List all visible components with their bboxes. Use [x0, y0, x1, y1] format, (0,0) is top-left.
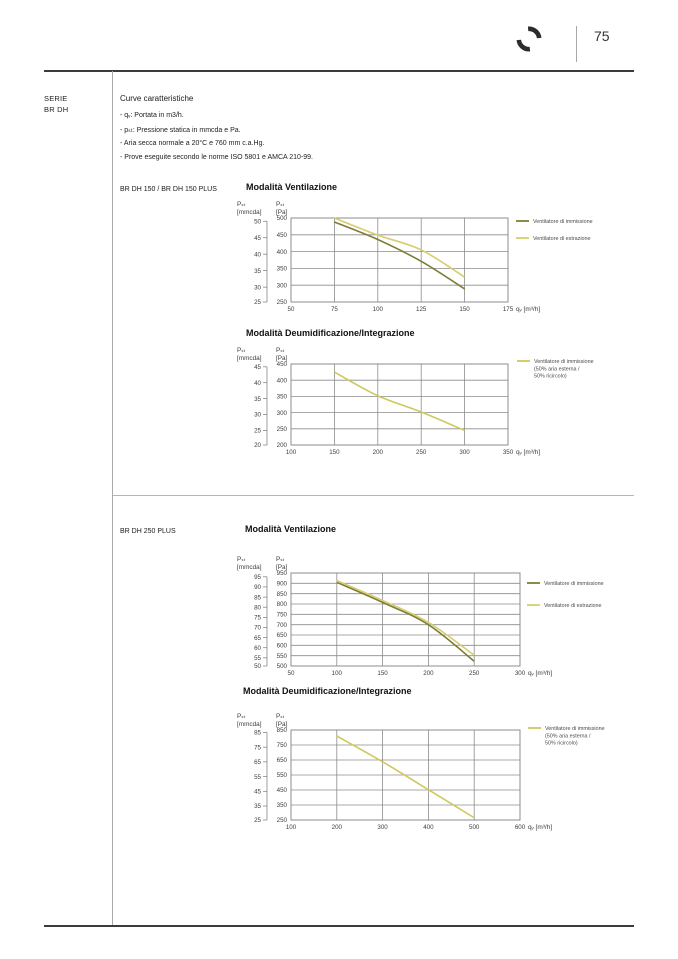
legend-label: 50% ricircolo) [534, 373, 567, 380]
y-axis-pa-tick-label: 400 [276, 248, 287, 256]
x-axis-tick-label: 100 [331, 670, 342, 677]
plot-border [291, 218, 508, 302]
intro-bullet-4: - Prove eseguite secondo le norme ISO 5801 e AMCA 210-99. [120, 154, 314, 161]
x-axis-title: qᵥ [m³/h] [528, 824, 553, 831]
x-axis-tick-label: 250 [469, 670, 480, 677]
y-axis-pa-tick-label: 650 [276, 757, 287, 765]
x-axis-tick-label: 350 [502, 449, 514, 456]
y-axis-right-title: Pₛₜ [276, 347, 285, 354]
x-axis-tick-label: 125 [416, 306, 427, 313]
x-axis-tick-label: 100 [285, 824, 297, 831]
legend-label: Ventilatore di immissione [545, 726, 605, 732]
y-axis-mmcda-tick-label: 90 [254, 584, 261, 592]
chart3-title: Modalità Ventilazione [245, 524, 337, 534]
chart2-title: Modalità Deumidificazione/Integrazione [246, 328, 415, 338]
y-axis-pa-tick-label: 800 [276, 601, 287, 609]
model-label-br-dh-250: BR DH 250 PLUS [120, 528, 176, 535]
bottom-rule [44, 925, 634, 927]
chart-br-dh-150-ventilazione [228, 196, 648, 320]
y-axis-mmcda-tick-label: 85 [254, 594, 261, 602]
y-axis-pa-tick-label: 450 [276, 232, 287, 239]
y-axis-mmcda-tick-label: 45 [254, 788, 261, 796]
x-axis-tick-label: 200 [423, 670, 434, 677]
page-number: 75 [594, 28, 610, 44]
x-axis-title: qᵥ [m³/h] [516, 306, 541, 313]
y-axis-mmcda-tick-label: 75 [254, 744, 261, 752]
y-axis-mmcda-tick-label: 40 [254, 251, 261, 259]
y-axis-left-unit: [mmcda] [237, 564, 262, 571]
y-axis-pa-tick-label: 300 [276, 282, 287, 290]
y-axis-mmcda-tick-label: 45 [254, 364, 261, 372]
chart-br-dh-250-deumidificazione [228, 700, 648, 834]
y-axis-left-unit: [mmcda] [237, 721, 262, 728]
y-axis-pa-tick-label: 900 [276, 580, 287, 588]
y-axis-mmcda-tick-label: 25 [254, 299, 261, 307]
y-axis-pa-tick-label: 350 [276, 265, 287, 273]
y-axis-mmcda-tick-label: 25 [254, 427, 261, 435]
column-divider-line [112, 71, 113, 925]
x-axis-tick-label: 50 [287, 306, 295, 313]
y-axis-pa-tick-label: 950 [276, 570, 287, 578]
y-axis-mmcda-tick-label: 35 [254, 267, 261, 275]
y-axis-right-unit: [Pa] [276, 209, 288, 216]
x-axis-tick-label: 200 [331, 824, 342, 831]
x-axis-tick-label: 150 [459, 306, 470, 313]
series-line [334, 372, 464, 430]
x-axis-title: qᵥ [m³/h] [528, 670, 553, 677]
x-axis-tick-label: 75 [330, 306, 338, 313]
x-axis-tick-label: 150 [377, 670, 388, 677]
x-axis-tick-label: 150 [329, 449, 340, 456]
x-axis-tick-label: 100 [372, 306, 383, 313]
y-axis-pa-tick-label: 450 [276, 361, 287, 369]
y-axis-pa-tick-label: 750 [276, 611, 287, 619]
y-axis-right-unit: [Pa] [276, 564, 288, 571]
section-separator-line [113, 495, 634, 496]
y-axis-right-unit: [Pa] [276, 355, 288, 362]
y-axis-mmcda-tick-label: 30 [254, 284, 261, 292]
y-axis-mmcda-tick-label: 55 [254, 773, 261, 781]
y-axis-pa-tick-label: 550 [276, 772, 287, 780]
y-axis-pa-tick-label: 450 [276, 787, 287, 795]
series-line [337, 736, 474, 818]
x-axis-tick-label: 50 [287, 670, 295, 677]
y-axis-mmcda-tick-label: 85 [254, 729, 261, 737]
y-axis-left-title: Pₛₜ [237, 713, 246, 720]
series-label-line1: SERIE [44, 94, 68, 103]
y-axis-pa-tick-label: 300 [276, 409, 287, 417]
intro-bullet-3: - Aria secca normale a 20°C e 760 mm c.a.Hg. [120, 140, 265, 147]
y-axis-pa-tick-label: 700 [276, 621, 287, 629]
x-axis-tick-label: 300 [514, 670, 526, 677]
y-axis-mmcda-tick-label: 75 [254, 614, 261, 622]
y-axis-pa-tick-label: 500 [276, 663, 287, 671]
legend-label: Ventilatore di estrazione [533, 236, 591, 242]
y-axis-right-title: Pₛₜ [276, 556, 285, 563]
legend-label: Ventilatore di immissione [533, 219, 593, 225]
legend-label: Ventilatore di immissione [534, 359, 594, 365]
series-label [44, 94, 68, 115]
y-axis-pa-tick-label: 250 [276, 426, 287, 433]
plot-border [291, 573, 520, 666]
x-axis-tick-label: 500 [469, 824, 480, 831]
x-axis-tick-label: 175 [502, 306, 514, 313]
intro-heading: Curve caratteristiche [120, 94, 194, 103]
y-axis-mmcda-tick-label: 55 [254, 655, 261, 663]
y-axis-pa-tick-label: 400 [276, 377, 287, 385]
chart-br-dh-150-deumidificazione [228, 343, 648, 463]
y-axis-mmcda-tick-label: 70 [254, 624, 261, 632]
y-axis-mmcda-tick-label: 25 [254, 817, 261, 825]
y-axis-mmcda-tick-label: 20 [254, 442, 261, 450]
y-axis-mmcda-tick-label: 65 [254, 634, 261, 642]
series-label-line2: BR DH [44, 104, 69, 114]
x-axis-tick-label: 400 [423, 824, 434, 831]
y-axis-left-unit: [mmcda] [237, 209, 262, 216]
swirl-logo-icon [512, 22, 546, 56]
y-axis-mmcda-tick-label: 80 [254, 604, 261, 612]
chart1-title: Modalità Ventilazione [246, 182, 338, 192]
y-axis-right-unit: [Pa] [276, 721, 288, 728]
x-axis-tick-label: 250 [416, 449, 427, 456]
x-axis-tick-label: 200 [372, 449, 383, 456]
x-axis-tick-label: 300 [459, 449, 470, 456]
legend-label: Ventilatore di estrazione [544, 603, 602, 609]
y-axis-pa-tick-label: 850 [276, 727, 287, 735]
y-axis-mmcda-tick-label: 35 [254, 395, 261, 403]
y-axis-left-title: Pₛₜ [237, 556, 246, 563]
intro-bullet-2: - pₛₜ: Pressione statica in mmcda e Pa. [120, 127, 241, 134]
x-axis-tick-label: 600 [514, 824, 526, 831]
y-axis-mmcda-tick-label: 40 [254, 379, 261, 387]
header-divider-line [576, 26, 577, 62]
y-axis-mmcda-tick-label: 60 [254, 644, 261, 652]
y-axis-pa-tick-label: 550 [276, 652, 287, 660]
series-line [337, 582, 474, 661]
legend-label: Ventilatore di immissione [544, 581, 604, 587]
y-axis-left-title: Pₛₜ [237, 347, 246, 354]
x-axis-tick-label: 100 [285, 449, 297, 456]
y-axis-pa-tick-label: 350 [276, 393, 287, 401]
y-axis-pa-tick-label: 250 [276, 817, 287, 825]
y-axis-mmcda-tick-label: 50 [254, 218, 261, 226]
model-label-br-dh-150: BR DH 150 / BR DH 150 PLUS [120, 186, 217, 193]
intro-bullet-1: - qᵥ: Portata in m3/h. [120, 112, 184, 119]
y-axis-mmcda-tick-label: 65 [254, 759, 261, 767]
y-axis-pa-tick-label: 350 [276, 802, 287, 810]
chart-br-dh-250-ventilazione [228, 540, 648, 680]
legend-label: (50% aria esterna / [545, 733, 591, 740]
y-axis-mmcda-tick-label: 30 [254, 411, 261, 419]
y-axis-left-title: Pₛₜ [237, 201, 246, 208]
y-axis-mmcda-tick-label: 95 [254, 573, 261, 581]
y-axis-right-title: Pₛₜ [276, 201, 285, 208]
legend-label: (50% aria esterna / [534, 366, 580, 373]
y-axis-pa-tick-label: 650 [276, 632, 287, 640]
y-axis-pa-tick-label: 750 [276, 742, 287, 750]
x-axis-title: qᵥ [m³/h] [516, 449, 541, 456]
legend-label: 50% ricircolo) [545, 740, 578, 747]
y-axis-mmcda-tick-label: 35 [254, 803, 261, 811]
y-axis-pa-tick-label: 850 [276, 590, 287, 598]
y-axis-pa-tick-label: 500 [276, 215, 287, 223]
x-axis-tick-label: 300 [377, 824, 388, 831]
y-axis-pa-tick-label: 200 [276, 442, 287, 450]
y-axis-pa-tick-label: 250 [276, 299, 287, 307]
series-line [334, 222, 464, 289]
y-axis-right-title: Pₛₜ [276, 713, 285, 720]
chart4-title: Modalità Deumidificazione/Integrazione [243, 686, 412, 696]
y-axis-left-unit: [mmcda] [237, 355, 262, 362]
y-axis-mmcda-tick-label: 50 [254, 663, 261, 671]
y-axis-mmcda-tick-label: 45 [254, 234, 261, 242]
top-rule [44, 70, 634, 72]
y-axis-pa-tick-label: 600 [276, 642, 287, 650]
